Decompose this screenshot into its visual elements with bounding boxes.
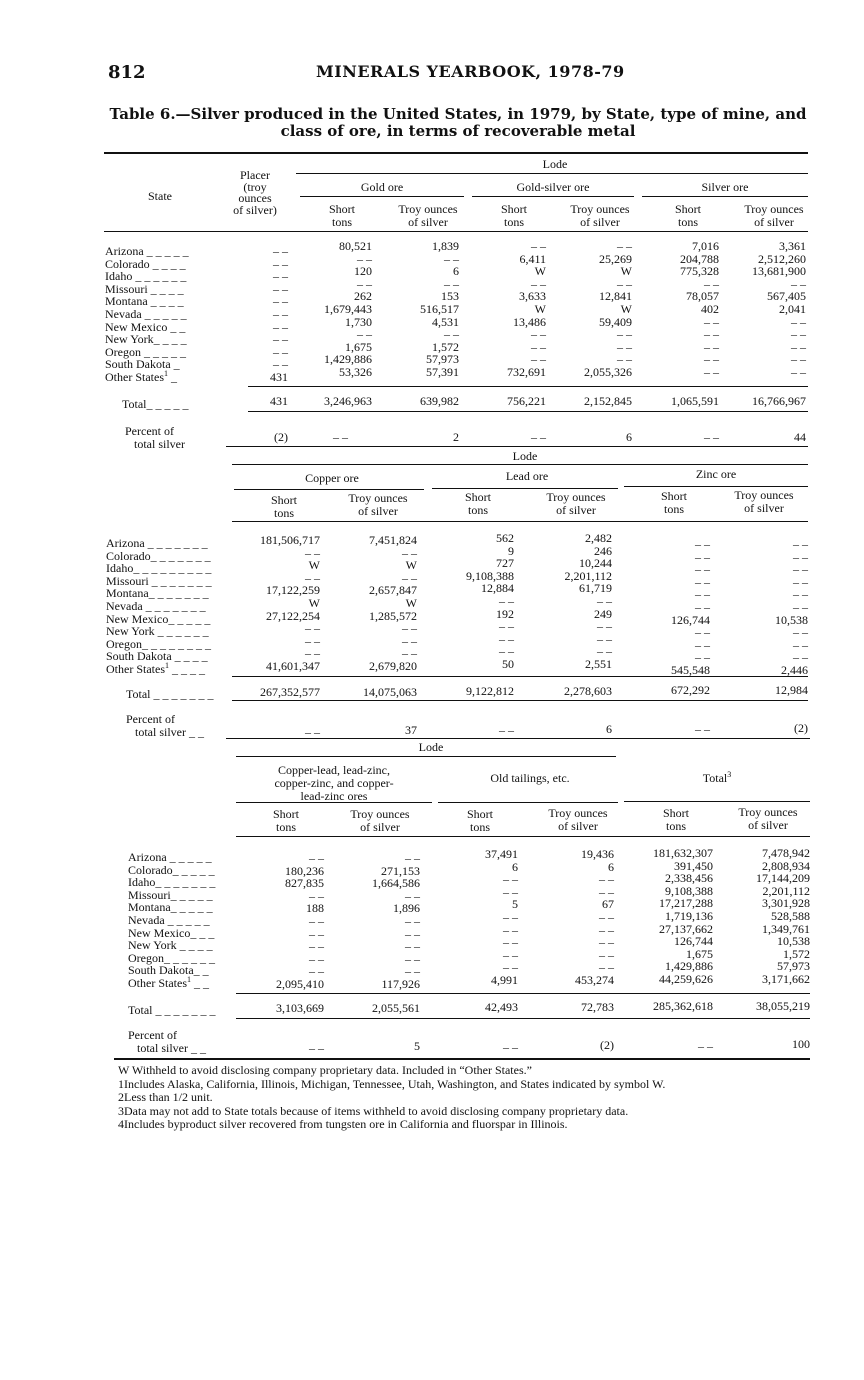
table-title-line2: class of ore, in terms of recoverable metal <box>280 122 636 140</box>
col-troy-ounces: Troy ounces of silver <box>548 806 608 833</box>
percent-value: – – <box>531 430 546 444</box>
percent-label-3: Percent of total silver _ _ <box>128 1028 206 1055</box>
col-short-tons: Short tons <box>500 202 527 229</box>
col-troy-ounces: Troy ounces of silver <box>744 202 804 229</box>
col-short-tons: Short tons <box>464 490 491 517</box>
tot-tons-values: 181,632,307 391,450 2,338,456 9,108,388 17,217,288 1,719,136 27,137,662 126,744 1,675 1,429,886 44,259,626 <box>653 846 713 986</box>
percent-value: – – <box>333 430 348 444</box>
running-head: MINERALS YEARBOOK, 1978-79 <box>316 62 625 81</box>
gs-oz-values: – – 25,269 W – – 12,841 W 59,409 – – – – – – 2,055,326 <box>584 239 632 379</box>
footnote-1: 1Includes Alaska, California, Illinois, Michigan, Tennessee, Utah, Washington, and States indicated by symbol W. <box>118 1076 666 1091</box>
percent-value: – – <box>698 1039 713 1053</box>
ag-oz-values: 3,361 2,512,260 13,681,900 – – 567,405 2,041 – – – – – – – – – – <box>752 239 806 379</box>
col-short-tons: Short tons <box>328 202 355 229</box>
total-value: 3,103,669 <box>276 1001 324 1015</box>
group-copper-ore: Copper ore <box>305 471 359 485</box>
total-label-3: Total _ _ _ _ _ _ _ <box>128 1003 216 1017</box>
total-value: 38,055,219 <box>756 999 810 1013</box>
total-label-1: Total_ _ _ _ _ <box>122 397 189 411</box>
percent-value: (2) <box>600 1038 614 1052</box>
state-labels-3 <box>128 851 215 990</box>
group-lead-ore: Lead ore <box>505 469 549 483</box>
group-old-tailings: Old tailings, etc. <box>490 771 570 785</box>
col-short-tons: Short tons <box>270 493 297 520</box>
percent-value: 2 <box>453 430 459 444</box>
total-value: 72,783 <box>581 1000 614 1014</box>
group-zinc-ore: Zinc ore <box>695 467 737 481</box>
percent-label-2: Percent of total silver _ _ <box>126 712 204 739</box>
percent-label-1: Percent of total silver <box>125 424 185 451</box>
group-total-label: Total <box>702 771 728 785</box>
lode-label-3: Lode <box>418 740 444 754</box>
table-title-line1: Table 6.—Silver produced in the United States, in 1979, by State, type of mine, and <box>109 105 807 123</box>
percent-value: 6 <box>626 430 632 444</box>
col-troy-ounces: Troy ounces of silver <box>348 491 408 518</box>
percent-value: (2) <box>794 721 808 735</box>
lode-label-1: Lode <box>542 157 568 171</box>
percent-value: – – <box>503 1040 518 1054</box>
percent-value: 6 <box>606 722 612 736</box>
total-value: 756,221 <box>507 394 546 408</box>
footnote-2: 2Less than 1/2 unit. <box>118 1090 213 1104</box>
group-mixed-ores: Copper-lead, lead-zinc, copper-zinc, and copper- lead-zinc ores <box>274 763 394 803</box>
total-value: 3,246,963 <box>324 394 372 408</box>
total-label-2: Total _ _ _ _ _ _ _ <box>126 687 214 701</box>
col-troy-ounces: Troy ounces of silver <box>738 805 798 832</box>
gold-oz-values: 1,839 – – 6 – – 153 516,517 4,531 – – 1,572 57,973 57,391 <box>420 239 459 379</box>
tot-oz-values: 7,478,942 2,808,934 17,144,209 2,201,112 3,301,928 528,588 1,349,761 10,538 1,572 57,973 3,171,662 <box>756 846 810 986</box>
state-header: State <box>148 189 172 203</box>
mix-tons-values: – – 180,236 827,835 – – 188 – – – – – – – – – – 2,095,410 <box>276 851 324 991</box>
pb-oz-values: 2,482 246 10,244 2,201,112 61,719 – – 249 – – – – – – 2,551 <box>564 531 612 671</box>
col-troy-ounces: Troy ounces of silver <box>570 202 630 229</box>
percent-value: 44 <box>794 430 806 444</box>
old-oz-values: 19,436 6 – – – – 67 – – – – – – – – – – 453,274 <box>575 847 614 987</box>
total-value: 2,055,561 <box>372 1001 420 1015</box>
state-list: Arizona _ _ _ _ _ Colorado_ _ _ _ _ Idaho_ _ _ _ _ _ _ Missouri_ _ _ _ _ Montana_ _ _ _ _ Nevada _ _ _ _ _ New Mexico_ _ _ New York _ _ _ _ Oregon_ _ _ _ _ _ South Dakota_ _ Other States <box>128 850 216 990</box>
state-list: Arizona _ _ _ _ _ Colorado _ _ _ _ Idaho _ _ _ _ _ _ Missouri _ _ _ _ Montana _ _ _ _ Nevada _ _ _ _ _ New Mexico _ _ New York_ _ _ _ Oregon _ _ _ _ _ South Dakota _ Other States <box>105 244 189 384</box>
gold-tons-values: 80,521 – – 120 – – 262 1,679,443 1,730 – – 1,675 1,429,886 53,326 <box>324 239 372 379</box>
percent-value: – – <box>695 722 710 736</box>
total-value: 2,152,845 <box>584 394 632 408</box>
footnote-4: 4Includes byproduct silver recovered from tungsten ore in California and fluorspar in Illinois. <box>118 1117 568 1131</box>
col-troy-ounces: Troy ounces of silver <box>734 488 794 515</box>
table-title <box>108 106 808 140</box>
col-short-tons: Short tons <box>662 806 689 833</box>
zn-oz-values: – – – – – – – – – – – – 10,538 – – – – – – 2,446 <box>775 537 808 677</box>
percent-value: 5 <box>414 1039 420 1053</box>
footnote-ref: 1 <box>187 974 191 984</box>
total-value: 2,278,603 <box>564 684 612 698</box>
percent-value: – – <box>704 430 719 444</box>
leader-dots: _ _ <box>191 975 209 990</box>
state-list: Arizona _ _ _ _ _ _ _ Colorado_ _ _ _ _ _ _ Idaho_ _ _ _ _ _ _ _ _ Missouri _ _ _ _ _ _ _ Montana_ _ _ _ _ _ _ Nevada _ _ _ _ _ _ _ New Mexico_ _ _ _ _ New York _ _ _ _ _ _ Oregon_ _ _ _ _ _ _ _ South Dakota _ _ _ _ Other States <box>106 536 212 676</box>
col-troy-ounces: Troy ounces of silver <box>546 490 606 517</box>
mix-oz-values: – – 271,153 1,664,586 – – 1,896 – – – – – – – – – – 117,926 <box>372 851 420 991</box>
placer-values: – – – – – – – – – – – – – – – – – – – – 431 <box>270 244 288 384</box>
total-value: 14,075,063 <box>363 685 417 699</box>
percent-value: 37 <box>405 723 417 737</box>
lode-label-2: Lode <box>512 449 538 463</box>
group-gold-silver-ore: Gold-silver ore <box>516 180 590 194</box>
group-total <box>624 772 810 785</box>
col-troy-ounces: Troy ounces of silver <box>350 807 410 834</box>
old-tons-values: 37,491 6 – – – – 5 – – – – – – – – – – 4,991 <box>485 847 518 987</box>
leader-dots: _ _ _ _ <box>169 661 205 676</box>
total-value: 9,122,812 <box>466 684 514 698</box>
leader-dots: _ <box>168 369 177 384</box>
cu-tons-values: 181,506,717 – – W – – 17,122,259 W 27,122,254 – – – – – – 41,601,347 <box>260 533 320 673</box>
col-short-tons: Short tons <box>674 202 701 229</box>
total-value: 267,352,577 <box>260 685 320 699</box>
percent-value: – – <box>309 1041 324 1055</box>
col-short-tons: Short tons <box>660 489 687 516</box>
footnote-ref: 1 <box>165 660 169 670</box>
total-value: 1,065,591 <box>671 394 719 408</box>
footnotes <box>118 1064 665 1132</box>
total-value: 431 <box>270 394 288 408</box>
percent-value: – – <box>305 725 320 739</box>
footnote-ref: 3 <box>727 770 732 779</box>
footnote-ref: 1 <box>164 368 168 378</box>
footnote-w: W Withheld to avoid disclosing company proprietary data. Included in “Other States.” <box>118 1063 532 1077</box>
placer-header: Placer (troy ounces of silver) <box>233 168 277 217</box>
gs-tons-values: – – 6,411 W – – 3,633 W 13,486 – – – – – – 732,691 <box>507 239 546 379</box>
total-value: 12,984 <box>775 683 808 697</box>
page-number: 812 <box>108 62 146 83</box>
percent-value: 100 <box>792 1037 810 1051</box>
total-value: 16,766,967 <box>752 394 806 408</box>
total-value: 672,292 <box>671 683 710 697</box>
col-short-tons: Short tons <box>466 807 493 834</box>
state-labels-2 <box>106 537 212 676</box>
total-value: 285,362,618 <box>653 999 713 1013</box>
total-value: 42,493 <box>485 1000 518 1014</box>
cu-oz-values: 7,451,824 – – W – – 2,657,847 W 1,285,572 – – – – – – 2,679,820 <box>369 533 417 673</box>
group-silver-ore: Silver ore <box>701 180 749 194</box>
group-gold-ore: Gold ore <box>360 180 404 194</box>
zn-tons-values: – – – – – – – – – – – – 126,744 – – – – – – 545,548 <box>671 537 710 677</box>
percent-value: (2) <box>274 430 288 444</box>
col-troy-ounces: Troy ounces of silver <box>398 202 458 229</box>
state-labels-1 <box>105 245 189 384</box>
footnote-3: 3Data may not add to State totals because of items withheld to avoid disclosing company proprietary data. <box>118 1103 629 1118</box>
percent-value: – – <box>499 723 514 737</box>
col-short-tons: Short tons <box>272 807 299 834</box>
ag-tons-values: 7,016 204,788 775,328 – – 78,057 402 – – – – – – – – – – <box>680 239 719 379</box>
pb-tons-values: 562 9 727 9,108,388 12,884 – – 192 – – – – – – 50 <box>466 531 514 671</box>
total-value: 639,982 <box>420 394 459 408</box>
